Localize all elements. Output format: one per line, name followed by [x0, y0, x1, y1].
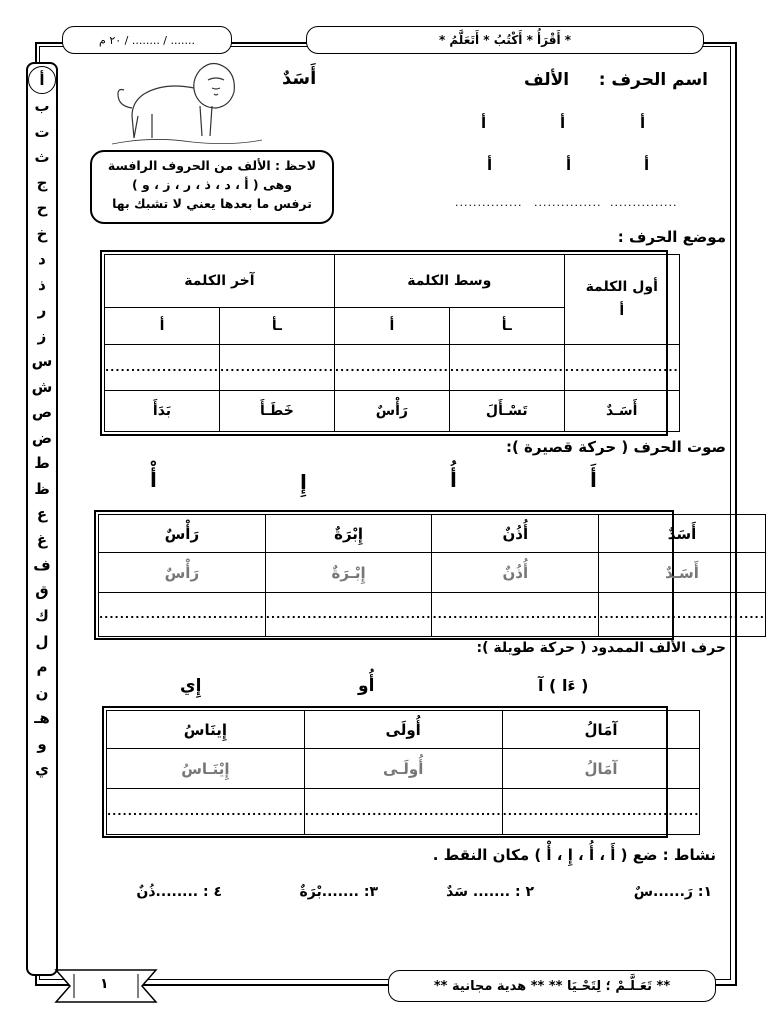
- alphabet-letter: ح: [36, 199, 48, 217]
- activity-item: ٣: .......بْرَةٌ: [299, 884, 378, 900]
- position-table: [104, 254, 680, 432]
- position-start-header: أول الكلمة: [585, 279, 658, 296]
- long-mark: إِي: [180, 676, 202, 696]
- long-trace: أُولَـى: [304, 749, 502, 789]
- alphabet-letter: ص: [31, 403, 53, 421]
- sound-trace: إِبْـرَةٌ: [265, 553, 432, 593]
- sound-word: إِبْرَةٌ: [265, 515, 432, 553]
- lion-icon: [108, 58, 268, 150]
- sound-mark: أْ: [150, 468, 157, 492]
- alphabet-letter: م: [36, 658, 48, 676]
- position-start-cell: [564, 255, 679, 345]
- sound-mark: أَ: [590, 468, 597, 492]
- alphabet-letter: د: [38, 250, 46, 268]
- alphabet-letter: ش: [31, 377, 53, 396]
- alphabet-letter: س: [31, 352, 53, 370]
- sound-word: أُذُنٌ: [432, 515, 599, 553]
- practice-letter: أ: [644, 156, 650, 174]
- alphabet-letter: هـ: [34, 709, 50, 727]
- long-table: [106, 710, 700, 835]
- sound-word: أَسَدٌ: [599, 515, 766, 553]
- date-box: [62, 26, 232, 54]
- sound-trace: أَسَـدٌ: [599, 553, 766, 593]
- alphabet-letter: ث: [34, 148, 50, 166]
- alphabet-letter: ذ: [38, 275, 46, 294]
- footer-slogan: ** تَعَـلَّـمْ ؛ لِتَحْـيَا ** ** هدية مجانية **: [433, 978, 671, 994]
- alphabet-strip: [26, 62, 58, 976]
- alphabet-letter: ج: [36, 173, 48, 192]
- alphabet-letter: ر: [37, 301, 47, 319]
- sound-table: [98, 514, 766, 637]
- alphabet-letter: ك: [35, 607, 49, 625]
- note-line: لاحظ : الألف من الحروف الرافسة: [107, 158, 317, 173]
- long-blank: ......................................: [304, 789, 502, 835]
- position-form: ـأ: [219, 307, 334, 344]
- motto-box: [306, 26, 704, 54]
- practice-letter: أ: [640, 114, 646, 132]
- sound-trace: أُذُنٌ: [432, 553, 599, 593]
- alphabet-letter: ط: [34, 454, 50, 472]
- long-blank: ......................................: [107, 789, 305, 835]
- position-word: تَسْـأَلَ: [449, 391, 564, 432]
- letter-name-value: الألف: [524, 70, 570, 90]
- sound-blank: ................................: [599, 593, 766, 637]
- note-line: وهى ( أ ، د ، ذ ، ر ، ز ، و ): [131, 177, 293, 192]
- sound-blank: ................................: [432, 593, 599, 637]
- sound-trace: رَأْسٌ: [99, 553, 266, 593]
- position-word: أَسَـدٌ: [564, 391, 679, 432]
- sound-mark: إِ: [300, 470, 307, 494]
- practice-blank: ...............: [455, 196, 523, 209]
- position-middle-header: وسط الكلمة: [334, 255, 564, 308]
- long-title: حرف الألف الممدود ( حركة طويلة ):: [476, 640, 726, 656]
- position-blank: ......................: [219, 344, 334, 391]
- alphabet-letter: ب: [34, 97, 50, 115]
- long-trace: إِيْنَـاسُ: [107, 749, 305, 789]
- long-mark: ( ءَا ) آ: [538, 676, 589, 695]
- page-number: ١: [100, 976, 109, 992]
- position-title: موضع الحرف :: [617, 228, 726, 246]
- date: ....... / ........ / ٢٠ م: [99, 33, 195, 47]
- alphabet-letter: ظ: [34, 479, 50, 498]
- practice-letter: أ: [560, 114, 566, 132]
- note-box: [90, 150, 334, 224]
- long-word: أُولَى: [304, 711, 502, 749]
- sound-title: صوت الحرف ( حركة قصيرة ):: [505, 438, 726, 456]
- activity-item: ٢ : ....... سَدٌ: [446, 884, 534, 900]
- position-table-frame: [100, 250, 679, 436]
- position-form: ـأ: [449, 307, 564, 344]
- alphabet-letter: ت: [34, 122, 50, 141]
- alphabet-letter: ل: [35, 632, 49, 651]
- alphabet-letter: ي: [35, 760, 49, 778]
- alphabet-letter: ز: [37, 326, 47, 345]
- alphabet-letter-current: أ: [28, 66, 56, 94]
- long-word: آمَالُ: [502, 711, 700, 749]
- motto: * أَقْرَأُ * أَكْتُبُ * أَتَعَلَّمُ *: [438, 33, 572, 47]
- position-word: رَأْسٌ: [334, 391, 449, 432]
- long-table-frame: [102, 706, 700, 838]
- letter-name-label: اسم الحرف :: [598, 70, 708, 90]
- practice-blank: ...............: [534, 196, 602, 209]
- lion-word: أَسَدٌ: [282, 68, 317, 89]
- note-line: ترفس ما بعدها يعني لا تشبك بها: [112, 196, 312, 211]
- position-blank: ......................: [105, 344, 220, 391]
- long-word: إِينَاسُ: [107, 711, 305, 749]
- long-mark: أُو: [358, 676, 375, 696]
- footer-slogan-box: [388, 970, 716, 1002]
- activity-item: ١: رَ......سٌ: [633, 884, 712, 900]
- position-form: أ: [105, 307, 220, 344]
- practice-letter: أ: [566, 156, 572, 174]
- sound-mark: أُ: [450, 468, 457, 492]
- long-blank: ......................................: [502, 789, 700, 835]
- position-blank: ......................: [334, 344, 449, 391]
- practice-letter: أ: [481, 114, 487, 132]
- alphabet-letter: و: [37, 734, 47, 753]
- sound-table-frame: [94, 510, 765, 640]
- alphabet-letter: ق: [35, 581, 49, 600]
- alphabet-letter: ض: [31, 428, 53, 447]
- sound-blank: ................................: [99, 593, 266, 637]
- alphabet-letter: ف: [33, 556, 51, 574]
- activity-item: ٤ : ........ذُنٌ: [136, 884, 222, 900]
- position-blank: ......................: [449, 344, 564, 391]
- alphabet-letter: ن: [35, 683, 49, 702]
- practice-letter: أ: [487, 156, 493, 174]
- practice-blank: ...............: [610, 196, 678, 209]
- long-trace: آمَالُ: [502, 749, 700, 789]
- sound-blank: ................................: [265, 593, 432, 637]
- position-word: خَطَـأَ: [219, 391, 334, 432]
- position-blank: ......................: [564, 344, 679, 391]
- alphabet-letter: ع: [36, 505, 48, 523]
- position-form: أ: [334, 307, 449, 344]
- position-start-form: أ: [619, 303, 625, 320]
- alphabet-letter: خ: [36, 224, 48, 243]
- activity-instruction: نشاط : ضع ( أَ ، أُ ، إِ ، أْ ) مكان النقط .: [432, 846, 716, 864]
- position-word: بَدَأَ: [105, 391, 220, 432]
- alphabet-letter: غ: [36, 530, 48, 549]
- sound-word: رَأْسٌ: [99, 515, 266, 553]
- position-end-header: آخر الكلمة: [105, 255, 335, 308]
